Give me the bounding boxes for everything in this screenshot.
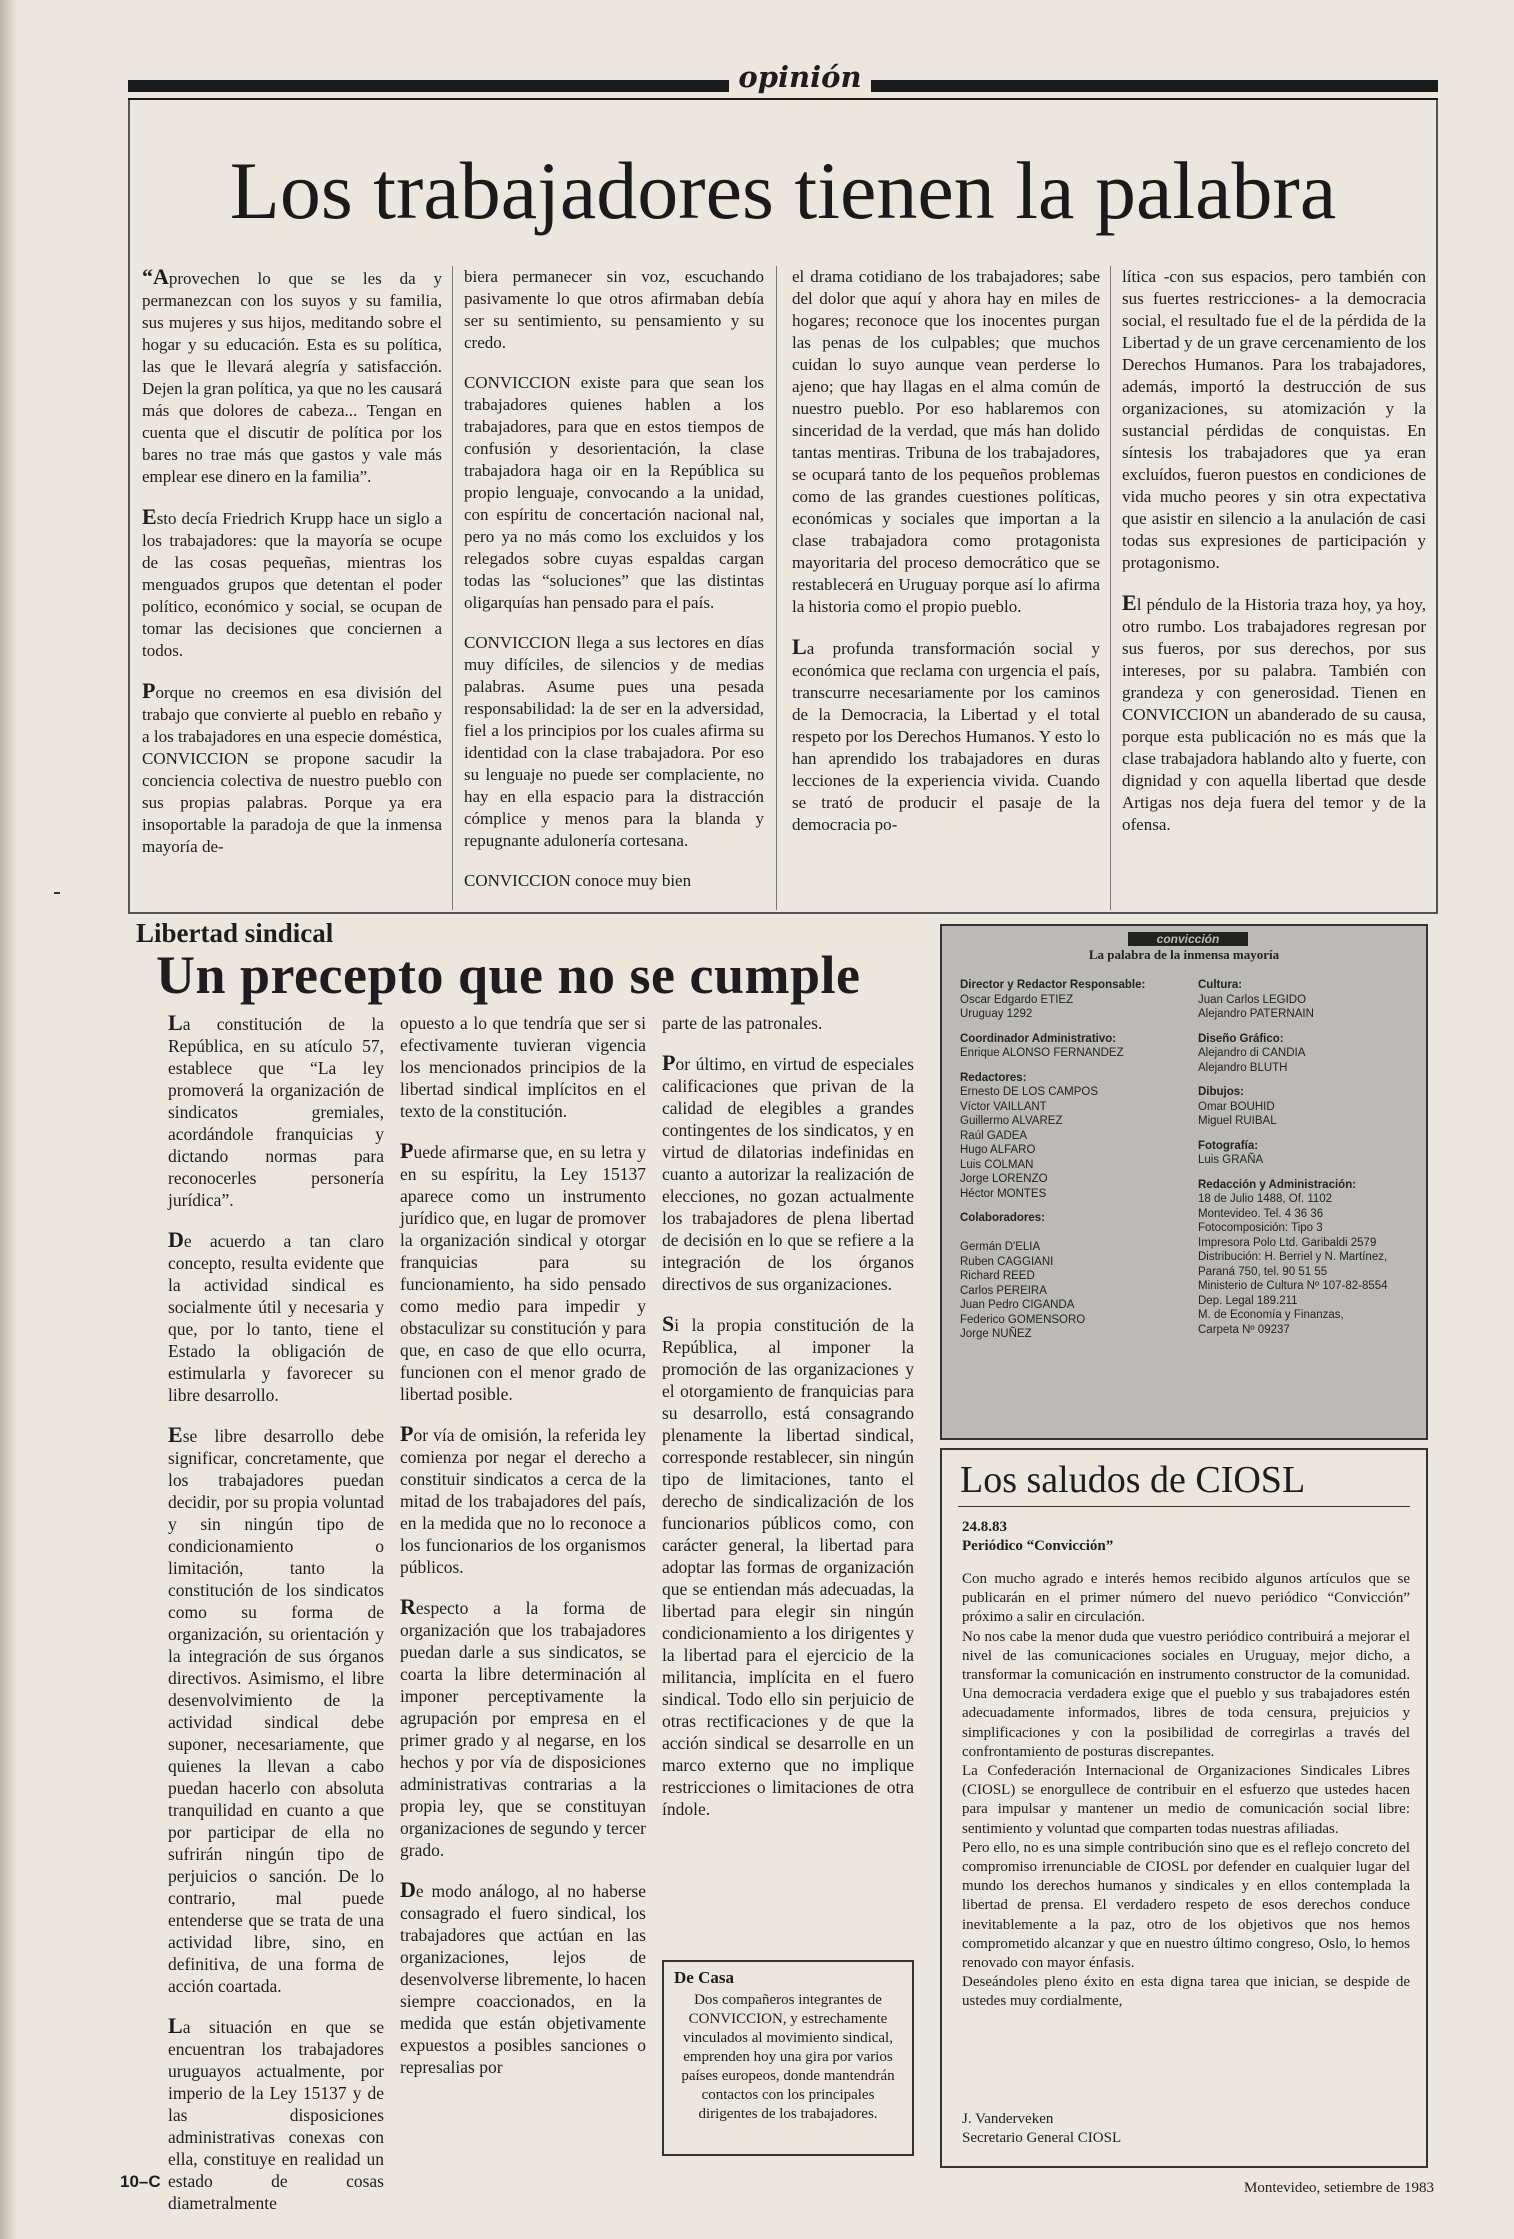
convicción-logo: convicción [1128, 932, 1248, 946]
paragraph-text: a constitución de la República, en su atículo 57, establece que “La ley promoverá la organización de sindicatos gremiales, acordándole franquicias y dictando normas para reconocerles personería jurídica”. [168, 1014, 384, 1210]
drop-letter: P [400, 1138, 414, 1163]
staff-name: Richard REED [960, 1270, 1035, 1282]
article1-paragraph [142, 266, 442, 488]
paragraph-text: provechen lo que se les da y permanezcan con los suyos y su familia, sus mujeres y sus hijos, meditando sobre el hogar y su educación. Esta es su política, las que le llevará alegría y satisfacción. Dejen la gran política, ya que no les causará más que dolores de cabeza... Tengan en cuenta que el discutir de política por los bares no trae más que gastos y vale más emplear ese dinero en la familia”. [142, 269, 442, 486]
staff-name: Héctor MONTES [960, 1187, 1047, 1200]
masthead-rule-thin [128, 98, 1438, 100]
ciosl-box [940, 1448, 1428, 2168]
staff-name: Guillermo ALVAREZ [960, 1115, 1063, 1127]
ciosl-dateline [962, 1518, 1113, 1556]
main-headline: Los trabajadores tienen la palabra [229, 145, 1337, 236]
drop-letter: D [168, 1227, 184, 1252]
staff-name: Carpeta Nº 09237 [1198, 1323, 1290, 1336]
staff-name: Dep. Legal 189.211 [1198, 1294, 1298, 1307]
ciosl-recipient: Periódico “Convicción” [962, 1538, 1114, 1554]
drop-letter: L [168, 2013, 183, 2038]
article1-column-1 [142, 266, 442, 912]
column-divider [1110, 266, 1111, 910]
ciosl-paragraph: Deseándoles pleno éxito en esta digna tarea que inician, se despide de ustedes muy cordialmente, [962, 1974, 1410, 2010]
paragraph-text: e acuerdo a tan claro concepto, resulta evidente que la actividad sindical es socialmente útil y necesaria y que, por lo tanto, tiene el Estado la obligación de estimularla y favorecer su libre desarrollo. [168, 1231, 384, 1405]
staff-name: Paraná 750, tel. 90 51 55 [1198, 1265, 1328, 1278]
ciosl-body [962, 1570, 1410, 2012]
paragraph-text: or último, en virtud de especiales calificaciones que privan de la calidad de elegibles a grandes contingentes de los sindicatos, y en virtud de dilatorias indefinidas en cuanto a autorizar la realización de elecciones, no gozan actualmente los trabajadores de plena libertad de decisión en lo que se refiere a la integración de los órganos directivos de sus organizaciones. [662, 1054, 914, 1294]
staff-tagline: La palabra de la inmensa mayoría [1088, 947, 1280, 962]
staff-heading: Director y Redactor Responsable: [960, 979, 1146, 991]
article1-paragraph [792, 266, 1100, 618]
staff-name: Víctor VAILLANT [960, 1100, 1047, 1113]
staff-name: Germán D'ELIA [960, 1241, 1041, 1253]
staff-heading: Redacción y Administración: [1198, 1178, 1357, 1191]
staff-name: Federico GOMENSORO [960, 1313, 1086, 1326]
article1-paragraph [1122, 592, 1426, 836]
article2-column-2 [400, 1012, 646, 2152]
drop-letter: L [168, 1010, 183, 1035]
article2-paragraph [168, 1424, 384, 1997]
ciosl-paragraph: La Confederación Internacional de Organizaciones Sindicales Libres (CIOSL) se enorgullece de contribuir en el esfuerzo que ustedes hacen para impulsar y mantener un medio de comunicación social libre: sentimiento y voluntad que comparten todas nuestras afiliadas. [962, 1763, 1410, 1837]
drop-letter: P [662, 1050, 676, 1075]
article2-kicker: Libertad sindical [136, 918, 334, 948]
article1-column-4 [1122, 266, 1426, 912]
ciosl-paragraph: Con mucho agrado e interés hemos recibido algunos artículos que se publicarán en el primer número del nuevo periódico “Convicción” próximo a salir en circulación. [962, 1571, 1410, 1626]
article1-paragraph [464, 632, 764, 852]
staff-left-column [960, 978, 1190, 1342]
drop-letter: E [168, 1422, 183, 1447]
article2-headline: Un precepto que no se cumple [156, 945, 861, 1005]
paragraph-text: a profunda transformación social y económica que reclama con urgencia el país, transcurre necesariamente por los caminos de la Democracia, la Libertad y el total respeto por los Derechos Humanos. Y esto lo han aprendido los trabajadores en duras lecciones de la experiencia vivida. Cuando se trató de producir el pasaje de la democracia po- [792, 639, 1100, 834]
staff-heading: Coordinador Administrativo: [960, 1032, 1117, 1045]
article1-column-3 [792, 266, 1100, 912]
article2-paragraph [662, 1313, 914, 1820]
staff-name: Raúl GADEA [960, 1129, 1028, 1142]
ciosl-date: 24.8.83 [962, 1519, 1007, 1535]
paragraph-text: orque no creemos en esa división del trabajo que convierte al pueblo en rebaño y a los trabajadores en una especie doméstica, CONVICCION se propone sacudir la conciencia colectiva de nuestro pueblo con sus propias palabras. Porque ya era insoportable la paradoja de que la inmensa mayoría de- [142, 683, 442, 856]
staff-name [960, 1226, 1190, 1241]
section-label: opinión [729, 60, 871, 94]
article2-paragraph [168, 1012, 384, 1211]
staff-box [940, 924, 1428, 1440]
drop-letter: S [662, 1311, 675, 1336]
staff-name: M. de Economía y Finanzas, [1198, 1309, 1344, 1321]
article1-paragraph [142, 680, 442, 858]
article2-paragraph [400, 1140, 646, 1405]
de-casa-box [662, 1960, 914, 2156]
staff-name: Alejandro BLUTH [1198, 1061, 1288, 1074]
staff-name: Miguel RUIBAL [1198, 1115, 1277, 1127]
article1-paragraph [464, 372, 764, 614]
staff-name: Alejandro PATERNAIN [1198, 1008, 1314, 1020]
ciosl-paragraph: Pero ello, no es una simple contribución sino que es el reflejo concreto del compromiso irrenunciable de CIOSL por defender en cualquier lugar del mundo los derechos humanos y sindicales y en ellos contemplada la libertad de prensa. El verdadero respeto de esos derechos conduce inevitablemente a la paz, otro de los objetivos que nos hemos comprometido alcanzar y que en nuestro último congreso, Oslo, lo hemos renovado con mayor énfasis. [962, 1839, 1410, 1972]
ciosl-role: Secretario General CIOSL [962, 2130, 1122, 2146]
page-number: 10–C [120, 2172, 161, 2191]
article2-column-3 [662, 1012, 914, 1950]
staff-right-column [1198, 978, 1418, 1337]
staff-heading: Diseño Gráfico: [1198, 1032, 1284, 1045]
drop-letter: P [142, 678, 156, 703]
paragraph-text: l péndulo de la Historia traza hoy, ya hoy, otro rumbo. Los trabajadores regresan por sus fueros, por sus derechos, por sus intereses, por su palabra. También con grandeza y con generosidad. Tienen en CONVICCION un abanderado de su causa, porque esta publicación no es más que la clase trabajadora hablando alto y fuerte, con dignidad y con aquella libertad que desde Artigas nos deja fuera del temor y de la ofensa. [1122, 595, 1426, 834]
drop-letter: “A [142, 264, 169, 289]
staff-name: Luis COLMAN [960, 1158, 1034, 1171]
article2-paragraph [400, 1012, 646, 1122]
article1-column-2 [464, 266, 764, 912]
footer-dateline: Montevideo, setiembre de 1983 [1244, 2180, 1434, 2196]
paragraph-text: el drama cotidiano de los trabajadores; sabe del dolor que aquí y ahora hay en miles de hogares; reconoce que los inocentes purgan las penas de los culpables; que muchos cuidan lo suyo aunque vean perderse lo ajeno; que hay llagas en el alma común de nuestro pueblo. Por eso hablaremos con sinceridad de la verdad, que más han dolido tantas mentiras. Tribuna de los trabajadores, se ocupará tanto de los pequeños problemas como de las grandes cuestiones políticas, económicas y sociales que importan a la clase trabajadora como protagonista mayoritaria del proceso democrático que se restablecerá en Uruguay porque así lo afirma la historia como el propio pueblo. [792, 267, 1100, 616]
drop-letter: P [400, 1421, 414, 1446]
staff-name: Jorge NUÑEZ [960, 1328, 1032, 1340]
drop-letter: D [400, 1877, 416, 1902]
staff-name: Enrique ALONSO FERNANDEZ [960, 1047, 1124, 1059]
staff-name: Distribución: H. Berriel y N. Martínez, [1198, 1251, 1388, 1263]
staff-name: Jorge LORENZO [960, 1173, 1048, 1185]
ciosl-rule [958, 1506, 1410, 1507]
staff-name: Omar BOUHID [1198, 1100, 1275, 1113]
paragraph-text: or vía de omisión, la referida ley comienza por negar el derecho a constituir sindicatos a cerca de la mitad de los trabajadores del país, en la medida que no lo reconoce a los funcionarios de los organismos públicos. [400, 1425, 646, 1577]
ciosl-signature: J. Vanderveken [962, 2111, 1054, 2127]
page-spine [0, 0, 16, 2239]
staff-name: Ruben CAGGIANI [960, 1255, 1054, 1268]
drop-letter: R [400, 1594, 416, 1619]
article1-paragraph [142, 506, 442, 662]
paragraph-text: CONVICCION conoce muy bien [464, 871, 692, 890]
staff-heading: Colaboradores: [960, 1212, 1045, 1224]
staff-heading: Cultura: [1198, 979, 1243, 991]
staff-name: Ministerio de Cultura Nº 107-82-8554 [1198, 1280, 1388, 1292]
article2-paragraph [400, 1596, 646, 1861]
staff-name: Luis GRAÑA [1198, 1154, 1264, 1166]
staff-name: Fotocomposición: Tipo 3 [1198, 1222, 1323, 1234]
article2-column-1 [168, 1010, 384, 2213]
paragraph-text: biera permanecer sin voz, escuchando pasivamente lo que otros afirmaban debía ser su sentimiento, su pensamiento y su credo. [464, 267, 764, 352]
article2-paragraph [168, 2015, 384, 2214]
paragraph-text: e modo análogo, al no haberse consagrado el fuero sindical, los trabajadores que actúan en las organizaciones, lejos de desenvolverse libremente, lo hacen siempre coaccionados, en la medida que están objetivamente expuestos a posibles sanciones o represalias por [400, 1881, 646, 2077]
staff-name: Impresora Polo Ltd. Garibaldi 2579 [1198, 1236, 1377, 1249]
staff-name: Juan Pedro CIGANDA [960, 1299, 1075, 1311]
de-casa-title: De Casa [674, 1968, 734, 1987]
margin-mark [54, 892, 60, 894]
paragraph-text: opuesto a lo que tendría que ser si efectivamente tuvieran vigencia los mencionados principios de la libertad sindical implícitos en el texto de la constitución. [400, 1013, 646, 1121]
article1-paragraph [464, 266, 764, 354]
ciosl-signature-block [962, 2110, 1121, 2148]
staff-name: Montevideo. Tel. 4 36 36 [1198, 1207, 1324, 1220]
paragraph-text: a situación en que se encuentran los trabajadores uruguayos actualmente, por imperio de la Ley 15137 y de las disposiciones administrativas conexas con ella, constituye en realidad un estado de cosas diametralmente [168, 2017, 384, 2213]
staff-name: Oscar Edgardo ETIEZ [960, 993, 1074, 1006]
drop-letter: L [792, 634, 807, 659]
staff-name: Uruguay 1292 [960, 1008, 1033, 1020]
column-divider [776, 266, 777, 910]
drop-letter: E [142, 504, 157, 529]
staff-heading: Redactores: [960, 1071, 1027, 1084]
paragraph-text: lítica -con sus espacios, pero también con sus fuertes restricciones- a la democracia social, el resultado fue el de la pérdida de la Libertad y de un grave cercenamiento de los Derechos Humanos. Para los trabajadores, además, importó la destrucción de sus organizaciones, su atomización y la sustancial pérdidas de conquistas. En síntesis los trabajadores que ya eran excluídos, fueron puestos en condiciones de vida mucho peores y sin otra expectativa que asistir en silencio a la anulación de casi todas sus expresiones de participación y protagonismo. [1122, 267, 1426, 572]
staff-name: Ernesto DE LOS CAMPOS [960, 1086, 1099, 1098]
column-divider [452, 266, 453, 910]
paragraph-text: se libre desarrollo debe significar, concretamente, que los trabajadores puedan decidir, por su propia voluntad y sin ningún tipo de condicionamiento o limitación, tanto la constitución de los sindicatos como su forma de organización, su orientación y la integración de sus órganos directivos. Asimismo, el libre desenvolvimiento de la actividad sindical debe suponer, necesariamente, que quienes la llevan a cabo puedan hacerlo con absoluta tranquilidad en cuanto a que por participar de ella no sufrirán ningún tipo de perjuicios o sanción. De lo contrario, mal puede entenderse que se trata de una actividad libre, sino, en definitiva, de una forma de acción coartada. [168, 1426, 384, 1996]
frame-bottom [128, 912, 1438, 914]
staff-heading: Fotografía: [1198, 1139, 1259, 1152]
staff-name: Juan Carlos LEGIDO [1198, 993, 1307, 1006]
article1-paragraph [1122, 266, 1426, 574]
paragraph-text: parte de las patronales. [662, 1013, 823, 1033]
paragraph-text: i la propia constitución de la República, al imponer la promoción de las organizaciones y el otorgamiento de franquicias para su desarrollo, está consagrando plenamente la libertad sindical, corresponde restablecer, sin ningún tipo de limitaciones, tanto el derecho de sindicalización de los funcionarios públicos como, con carácter general, la libertad para adoptar las formas de organización que se entiendan más adecuadas, la libertad para elegir sin ningún condicionamiento a los dirigentes y la libertad para el ejercicio de la militancia, implícita en el fuero sindical. Todo ello sin perjuicio de otras rectificaciones y de que la acción sindical se desarrolle en un marco externo que no implique restricciones o limitaciones de otra índole. [662, 1315, 914, 1819]
article2-paragraph [168, 1229, 384, 1406]
article2-paragraph [662, 1012, 914, 1034]
drop-letter: E [1122, 590, 1137, 615]
staff-name: Carlos PEREIRA [960, 1284, 1047, 1297]
ciosl-title: Los saludos de CIOSL [960, 1459, 1306, 1501]
article1-paragraph [464, 870, 764, 892]
staff-name: Alejandro di CANDIA [1198, 1047, 1306, 1059]
paragraph-text: uede afirmarse que, en su letra y en su espíritu, la Ley 15137 aparece como un instrumento jurídico que, en lugar de promover la organización sindical y otorgar franquicias para su funcionamiento, ha sido pensado como medio para impedir y obstaculizar su constitución y para que, en caso de que ello ocurra, funcionen con el menor grado de libertad posible. [400, 1142, 646, 1404]
staff-name: Hugo ALFARO [960, 1144, 1036, 1156]
de-casa-text: Dos compañeros integrantes de CONVICCION, y estrechamente vinculados al movimiento sindical, emprenden hoy una gira por varios países europeos, donde mantendrán contactos con los principales dirigentes de los trabajadores. [681, 1992, 895, 2122]
paragraph-text: sto decía Friedrich Krupp hace un siglo a los trabajadores: que la mayoría se ocupe de las cosas pequeñas, mientras los menguados grupos que detentan el poder político, económico y social, se ocupan de tomar las decisiones que conciernen a todos. [142, 509, 442, 660]
ciosl-paragraph: No nos cabe la menor duda que vuestro periódico contribuirá a mejorar el nivel de las comunicaciones sociales en Uruguay, mejor dicho, a transformar la comunicación en instrumento constructor de la comunidad. Una democracia verdadera exige que el pueblo y sus trabajadores estén adecuadamente informados, libres de toda censura, prejuicios y simplificaciones y con la posibilidad de corregirlas a través del confrontamiento de posturas discrepantes. [962, 1628, 1410, 1760]
paragraph-text: CONVICCION llega a sus lectores en días muy difíciles, de silencios y de medias palabras. Asume pues una pesada responsabilidad: la de ser en la adversidad, fiel a los principios por los cuales afirma su identidad con la clase trabajadora. Por eso su lenguaje no puede ser complaciente, no hay en ella espacio para la distracción cómplice y menos para la blanda y repugnante adulonería cortesana. [464, 633, 764, 850]
paragraph-text: CONVICCION existe para que sean los trabajadores quienes hablen a los trabajadores, para que en estos tiempos de confusión y desorientación, la clase trabajadora haga oir en la República su propio lenguaje, convocando a la unidad, con espíritu de concertación nacional nal, pero ya no más como los excluidos y los relegados sobre cuyas espaldas cargan todas las “soluciones” que las distintas oligarquías han pensado para el país. [464, 373, 764, 612]
paragraph-text: especto a la forma de organización que los trabajadores puedan darle a sus sindicatos, se coarta la libre determinación al imponer perceptivamente la agrupación por empresa en el primer grado y al negarse, en los hechos y por vía de disposiciones administrativas contrarias a la propia ley, que se constituyan organizaciones de segundo y tercer grado. [400, 1598, 646, 1860]
article2-paragraph [400, 1879, 646, 2078]
staff-heading: Dibujos: [1198, 1086, 1244, 1098]
article2-paragraph [400, 1423, 646, 1578]
article2-paragraph [662, 1052, 914, 1295]
article1-paragraph [792, 636, 1100, 836]
staff-name: 18 de Julio 1488, Of. 1102 [1198, 1193, 1333, 1205]
